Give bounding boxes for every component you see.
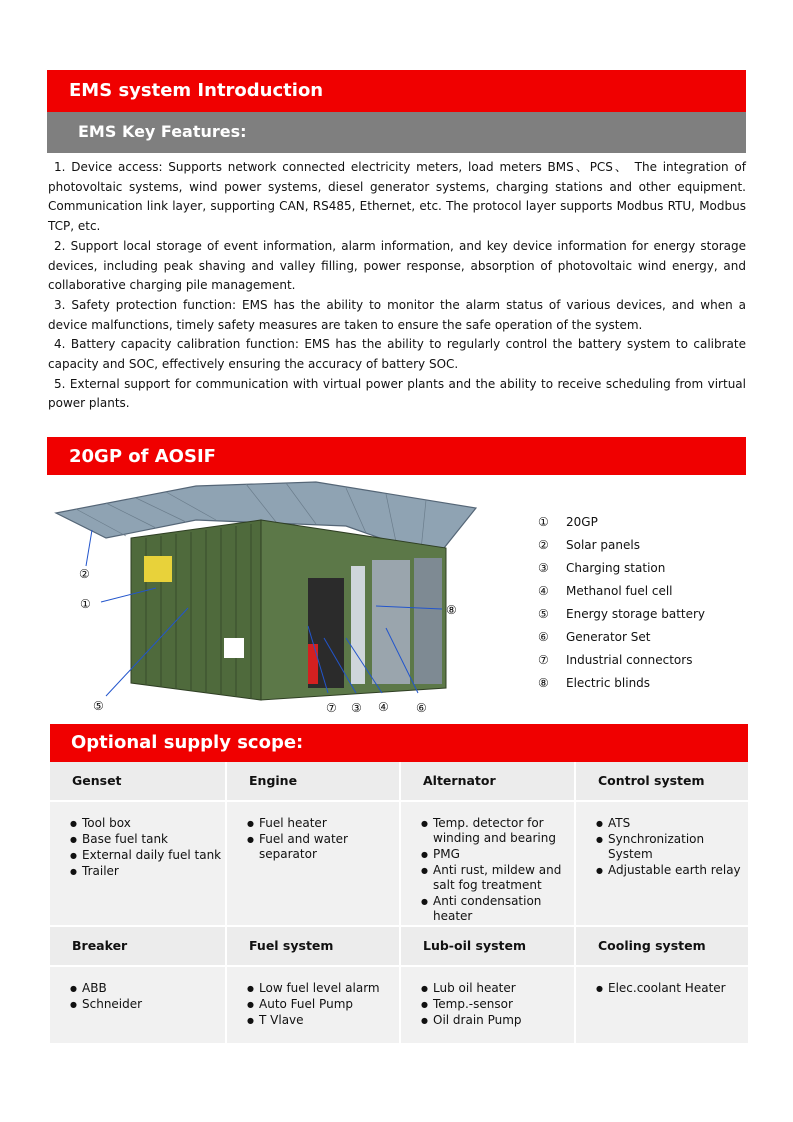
supply-cell [400, 967, 575, 1043]
supply-item: ● Temp. detector for winding and bearing [421, 816, 574, 846]
callout-6: ⑥ [416, 701, 427, 715]
ems-subtitle: EMS Key Features: [78, 122, 247, 141]
legend-label: Industrial connectors [566, 652, 693, 667]
supply-header: Lub-oil system [400, 927, 575, 965]
supply-cell [50, 802, 226, 925]
supply-item: ● Fuel heater [247, 816, 399, 831]
legend-number: ⑥ [538, 629, 549, 644]
legend-item [538, 671, 705, 694]
legend-label: Generator Set [566, 629, 651, 644]
supply-header: Alternator [400, 762, 575, 800]
legend-number: ② [538, 537, 549, 552]
feature-item: 5. External support for communication with virtual power plants and the ability to receive scheduling from virtual power plants. [48, 376, 746, 411]
ems-title: EMS system Introduction [69, 80, 324, 101]
callout-4: ④ [378, 700, 389, 714]
callout-8: ⑧ [446, 603, 457, 617]
supply-item: ● Base fuel tank [70, 832, 225, 847]
supply-cell [400, 802, 575, 925]
ems-subtitle-bar [47, 112, 746, 153]
supply-header: Fuel system [226, 927, 400, 965]
supply-item: ● Anti condensation heater [421, 894, 574, 924]
legend-item [538, 533, 705, 556]
supply-item: ● Anti rust, mildew and salt fog treatment [421, 863, 574, 893]
feature-item: 2. Support local storage of event information, alarm information, and key device information for energy storage devices, including peak shaving and valley filling, power response, absorption of photovoltaic wind energy, and collaborative charging pile management. [48, 238, 746, 293]
supply-cell [50, 967, 226, 1043]
callout-7: ⑦ [326, 701, 337, 715]
supply-items-row [50, 802, 748, 925]
legend-number: ① [538, 514, 549, 529]
legend-label: 20GP [566, 514, 598, 529]
legend-item [538, 579, 705, 602]
supply-header: Engine [226, 762, 400, 800]
feature-item: 1. Device access: Supports network connected electricity meters, load meters BMS、PCS、 The integration of photovoltaic systems, wind power systems, diesel generator systems, charging stations and other equipment. Communication link layer, supporting CAN, RS485, Ethernet, etc. The protocol layer supports Modbus RTU, Modbus TCP, etc. [48, 160, 746, 234]
legend-item [538, 602, 705, 625]
supply-title: Optional supply scope: [71, 732, 304, 753]
supply-cell [575, 802, 748, 925]
supply-header: Cooling system [575, 927, 748, 965]
legend-label: Energy storage battery [566, 606, 706, 621]
callout-3: ③ [351, 701, 362, 715]
legend-number: ⑤ [538, 606, 549, 621]
feature-item: 4. Battery capacity calibration function: EMS has the ability to regularly control the battery system to calibrate capacity and SOC, effectively ensuring the accuracy of battery SOC. [48, 337, 746, 372]
supply-header-row [50, 927, 748, 965]
legend-label: Electric blinds [566, 675, 651, 690]
supply-item: ● Adjustable earth relay [596, 863, 748, 878]
supply-item: ● Schneider [70, 997, 225, 1012]
legend-label: Solar panels [566, 537, 640, 552]
callout-1: ① [80, 597, 91, 611]
legend-label: Charging station [566, 560, 666, 575]
supply-item: ● ATS [596, 816, 748, 831]
legend-label: Methanol fuel cell [566, 583, 673, 598]
container-photo [46, 478, 486, 718]
supply-item: ● Oil drain Pump [421, 1013, 574, 1028]
legend-item [538, 556, 705, 579]
supply-item: ● ABB [70, 981, 225, 996]
supply-items-row [50, 967, 748, 1043]
supply-item: ● Elec.coolant Heater [596, 981, 748, 996]
container-title-bar [47, 437, 746, 475]
legend-item [538, 625, 705, 648]
supply-header: Genset [50, 762, 226, 800]
supply-table [50, 762, 748, 1043]
supply-title-bar [50, 724, 748, 762]
supply-header: Breaker [50, 927, 226, 965]
supply-header: Control system [575, 762, 748, 800]
supply-cell [226, 967, 400, 1043]
component-legend [538, 510, 705, 694]
supply-item: ● Low fuel level alarm [247, 981, 399, 996]
supply-item: ● Trailer [70, 864, 225, 879]
supply-item: ● Lub oil heater [421, 981, 574, 996]
supply-item: ● Temp.-sensor [421, 997, 574, 1012]
legend-item [538, 510, 705, 533]
legend-number: ⑦ [538, 652, 549, 667]
feature-item: 3. Safety protection function: EMS has the ability to monitor the alarm status of various devices, and when a device malfunctions, timely safety measures are taken to ensure the safe operation of the system. [48, 297, 746, 332]
legend-item [538, 648, 705, 671]
legend-number: ⑧ [538, 675, 549, 690]
supply-header-row [50, 762, 748, 800]
supply-item: ● T Vlave [247, 1013, 399, 1028]
ems-features [48, 158, 746, 414]
supply-item: ● Synchronization System [596, 832, 748, 862]
supply-cell [226, 802, 400, 925]
container-title: 20GP of AOSIF [69, 446, 216, 467]
callout-5: ⑤ [93, 699, 104, 713]
supply-item: ● PMG [421, 847, 574, 862]
legend-number: ③ [538, 560, 549, 575]
supply-item: ● External daily fuel tank [70, 848, 225, 863]
supply-cell [575, 967, 748, 1043]
supply-item: ● Tool box [70, 816, 225, 831]
supply-item: ● Auto Fuel Pump [247, 997, 399, 1012]
ems-title-bar [47, 70, 746, 112]
legend-number: ④ [538, 583, 549, 598]
supply-item: ● Fuel and water separator [247, 832, 399, 862]
callout-2: ② [79, 567, 90, 581]
